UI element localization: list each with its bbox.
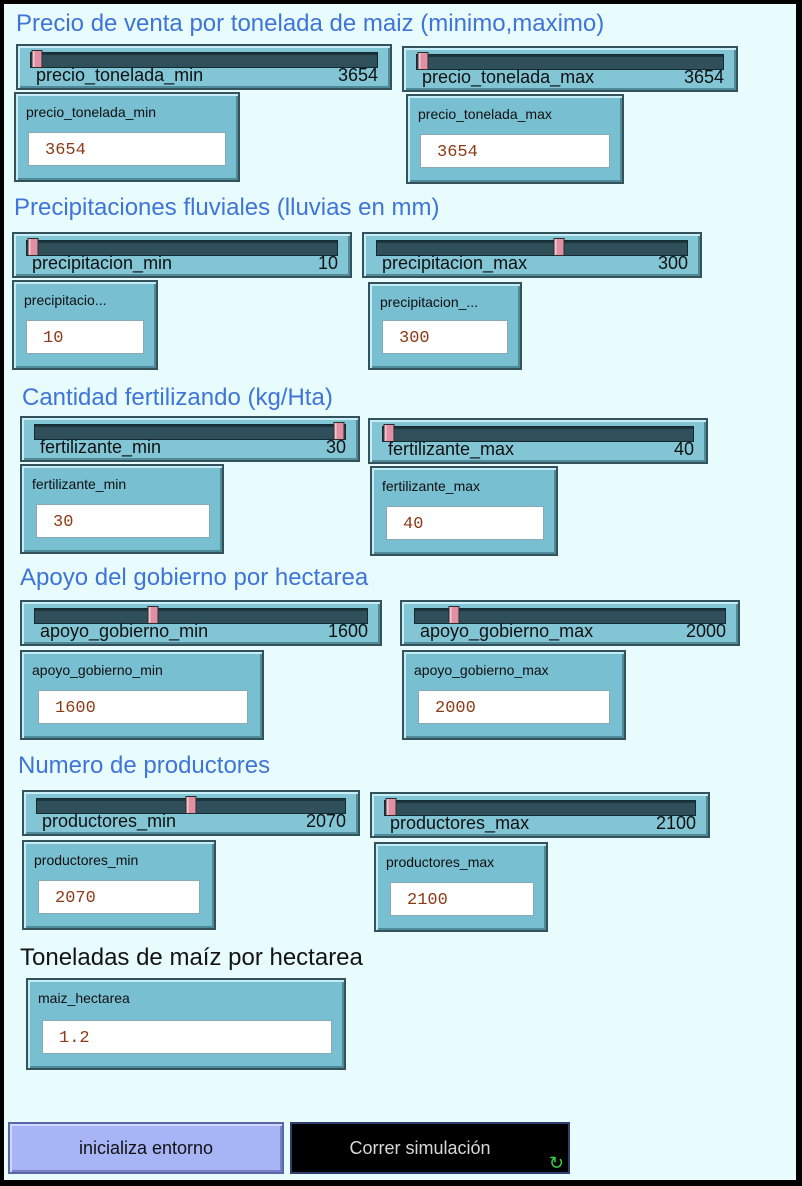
slider-fertilizante-max[interactable] xyxy=(368,418,708,464)
section-title-lluvia: Precipitaciones fluviales (lluvias en mm) xyxy=(14,194,440,221)
input-label: apoyo_gobierno_min xyxy=(32,662,163,678)
slider-name: fertilizante_min xyxy=(40,437,162,457)
input-field[interactable]: 300 xyxy=(382,320,508,354)
input-label: precipitacio... xyxy=(24,292,107,308)
input-label: productores_min xyxy=(34,852,139,868)
button-label: Correr simulación xyxy=(349,1138,491,1158)
input-field[interactable]: 40 xyxy=(386,506,544,540)
slider-productores-max[interactable] xyxy=(370,792,710,838)
input-precipitacion-min[interactable] xyxy=(12,280,158,370)
button-label: inicializa entorno xyxy=(78,1138,214,1158)
slider-name: precipitacion_min xyxy=(32,253,173,273)
input-precipitacion-max[interactable] xyxy=(368,282,522,370)
input-label: maiz_hectarea xyxy=(38,990,130,1006)
input-field[interactable]: 2100 xyxy=(390,882,534,916)
section-title-maiz: Toneladas de maíz por hectarea xyxy=(20,944,363,971)
slider-name: apoyo_gobierno_min xyxy=(40,621,209,641)
slider-value: 3654 xyxy=(337,65,378,85)
slider-thumb[interactable] xyxy=(553,238,564,256)
section-title-apoyo: Apoyo del gobierno por hectarea xyxy=(20,564,369,591)
input-label: apoyo_gobierno_max xyxy=(414,662,549,678)
slider-value: 40 xyxy=(673,439,694,459)
input-field[interactable]: 30 xyxy=(36,504,210,538)
input-label: precio_tonelada_min xyxy=(26,104,156,120)
slider-name: precipitacion_max xyxy=(382,253,528,273)
input-label: precio_tonelada_max xyxy=(418,106,552,122)
section-title-precio: Precio de venta por tonelada de maiz (minimo,maximo) xyxy=(16,10,605,37)
slider-precio-tonelada-max[interactable] xyxy=(402,46,738,92)
slider-precio-tonelada-min[interactable] xyxy=(16,44,392,90)
interface-panel xyxy=(4,4,796,1180)
input-precio-tonelada-min[interactable] xyxy=(14,92,240,182)
slider-value: 2070 xyxy=(305,811,346,831)
initialize-environment-button[interactable] xyxy=(8,1122,284,1174)
input-field[interactable]: 1600 xyxy=(38,690,248,724)
input-label: productores_max xyxy=(386,854,495,870)
section-title-fertilizante: Cantidad fertilizando (kg/Hta) xyxy=(22,384,333,411)
input-field[interactable]: 1.2 xyxy=(42,1020,332,1054)
slider-name: precio_tonelada_min xyxy=(36,65,204,85)
slider-value: 10 xyxy=(317,253,338,273)
input-label: precipitacion_... xyxy=(380,294,479,310)
slider-name: productores_max xyxy=(390,813,530,833)
slider-value: 30 xyxy=(325,437,346,457)
input-label: fertilizante_max xyxy=(382,478,481,494)
input-apoyo-gobierno-min[interactable] xyxy=(20,650,264,740)
slider-apoyo-gobierno-max[interactable] xyxy=(400,600,740,646)
section-title-productores: Numero de productores xyxy=(18,752,271,779)
slider-name: apoyo_gobierno_max xyxy=(420,621,594,641)
slider-precipitacion-max[interactable] xyxy=(362,232,702,278)
slider-value: 2000 xyxy=(685,621,726,641)
slider-fertilizante-min[interactable] xyxy=(20,416,360,462)
input-maiz-hectarea[interactable] xyxy=(26,978,346,1070)
slider-value: 2100 xyxy=(655,813,696,833)
slider-value: 300 xyxy=(657,253,688,273)
input-productores-max[interactable] xyxy=(374,842,548,932)
slider-apoyo-gobierno-min[interactable] xyxy=(20,600,382,646)
slider-value: 1600 xyxy=(327,621,368,641)
input-field[interactable]: 10 xyxy=(26,320,144,354)
slider-thumb[interactable] xyxy=(186,796,197,814)
input-field[interactable]: 2000 xyxy=(418,690,610,724)
input-precio-tonelada-max[interactable] xyxy=(406,94,624,184)
slider-productores-min[interactable] xyxy=(22,790,360,836)
input-field[interactable]: 3654 xyxy=(28,132,226,166)
input-fertilizante-min[interactable] xyxy=(20,464,224,554)
slider-precipitacion-min[interactable] xyxy=(12,232,352,278)
input-fertilizante-max[interactable] xyxy=(370,466,558,556)
input-apoyo-gobierno-max[interactable] xyxy=(402,650,626,740)
slider-name: precio_tonelada_max xyxy=(422,67,595,87)
slider-value: 3654 xyxy=(683,67,724,87)
loop-icon: ↻ xyxy=(548,1153,564,1173)
input-field[interactable]: 3654 xyxy=(420,134,610,168)
input-label: fertilizante_min xyxy=(32,476,127,492)
slider-name: fertilizante_max xyxy=(388,439,515,459)
input-field[interactable]: 2070 xyxy=(38,880,200,914)
slider-name: productores_min xyxy=(42,811,177,831)
run-simulation-button[interactable] xyxy=(290,1122,570,1174)
input-productores-min[interactable] xyxy=(22,840,216,930)
